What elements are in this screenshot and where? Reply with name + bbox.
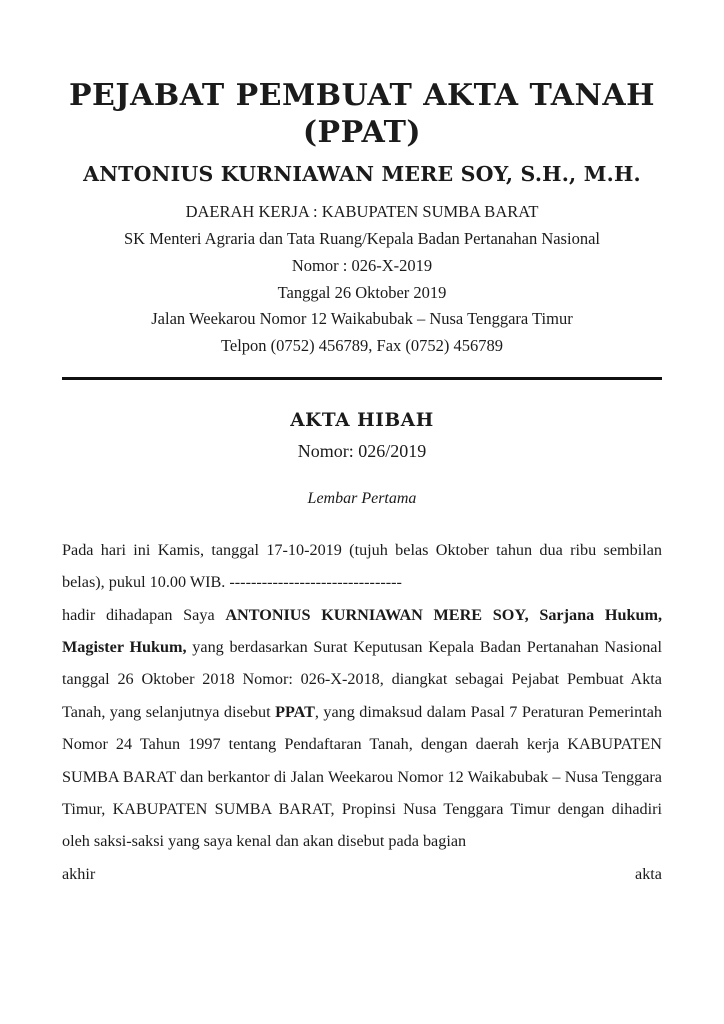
body-p2-text1: hadir dihadapan Saya: [62, 605, 226, 624]
decree-date: Tanggal 26 Oktober 2019: [277, 282, 447, 302]
office-title-line1: PEJABAT PEMBUAT AKTA TANAH: [68, 78, 656, 113]
letterhead-details: [62, 199, 662, 359]
sheet-label: Lembar Pertama: [307, 489, 417, 507]
deed-body: [62, 534, 662, 890]
body-p1-text: Pada hari ini Kamis, tanggal 17-10-2019 (tujuh belas Oktober tahun dua ribu sembilan belas), pukul 10.00 WIB. --------------------------------: [62, 540, 662, 592]
body-p2-bold-ppat: PPAT: [275, 702, 315, 721]
body-last-line-left: akhir: [62, 864, 96, 883]
office-title: [62, 78, 662, 151]
officer-name-line1: ANTONIUS KURNIAWAN MERE SOY, S.H.,: [83, 162, 577, 187]
body-paragraph-1: [62, 534, 662, 599]
officer-name-line2: M.H.: [583, 162, 641, 187]
office-address: Jalan Weekarou Nomor 12 Waikabubak – Nusa Tenggara Timur: [151, 309, 573, 329]
decree-authority: SK Menteri Agraria dan Tata Ruang/Kepala Badan Pertanahan Nasional: [124, 229, 600, 249]
body-p2-text3: , yang dimaksud dalam Pasal 7 Peraturan Pemerintah Nomor 24 Tahun 1997 tentang Pendaftaran Tanah, dengan daerah kerja KABUPATEN SUMBA BARAT dan berkantor di Jalan Weekarou Nomor 12 Waikabubak – Nusa Tenggara Timur, KABUPATEN SUMBA BARAT, Propinsi Nusa Tenggara Timur dengan dihadiri oleh saksi-saksi yang saya kenal dan akan disebut pada bagian: [62, 702, 662, 851]
body-paragraph-2: [62, 599, 662, 858]
body-last-line-right: akta: [635, 864, 662, 883]
body-p2-bold-name: ANTONIUS KURNIAWAN MERE SOY, Sarjana Hukum, Magister Hukum,: [62, 605, 663, 656]
officer-name: [62, 161, 662, 187]
deed-number: Nomor: 026/2019: [297, 440, 427, 461]
header-divider: [62, 377, 662, 380]
body-last-line: [62, 858, 662, 890]
work-area: DAERAH KERJA : KABUPATEN SUMBA BARAT: [185, 202, 539, 222]
decree-number: Nomor : 026-X-2019: [291, 255, 433, 275]
letterhead: [62, 78, 662, 360]
office-phone: Telpon (0752) 456789, Fax (0752) 456789: [220, 336, 504, 356]
body-p2-text2: yang berdasarkan Surat Keputusan Kepala Badan Pertanahan Nasional tanggal 26 Oktober 2018 Nomor: 026-X-2018, diangkat sebagai Pejabat Pembuat Akta Tanah, yang selanjutnya disebut: [62, 637, 662, 721]
deed-title: AKTA HIBAH: [290, 409, 434, 431]
office-title-line2: (PPAT): [302, 114, 422, 150]
